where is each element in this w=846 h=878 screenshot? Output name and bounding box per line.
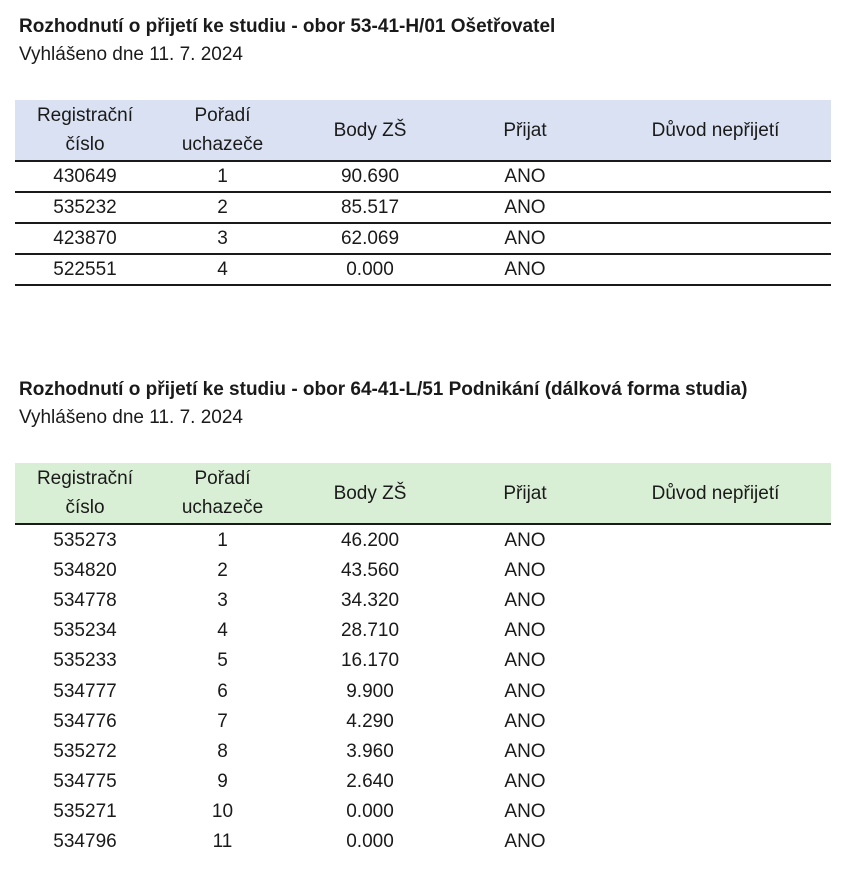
column-header-order-line2: uchazeče — [181, 497, 264, 518]
accepted: ANO — [504, 831, 546, 853]
points: 16.170 — [340, 650, 400, 672]
accepted: ANO — [450, 254, 600, 285]
rejection-reason — [600, 161, 831, 192]
column-header-order-line1: Pořadí — [194, 468, 251, 489]
rejection-reason — [600, 616, 831, 646]
rejection-reason — [600, 827, 831, 857]
column-header-registration — [15, 463, 155, 524]
column-header-reason: Důvod nepřijetí — [600, 100, 831, 161]
table-row — [15, 706, 831, 736]
applicant-order: 3 — [217, 589, 228, 611]
rejection-reason — [600, 192, 831, 223]
registration-number: 534775 — [53, 771, 117, 793]
column-header-reason: Důvod nepřijetí — [600, 463, 831, 524]
registration-number: 535234 — [53, 620, 117, 642]
column-header-registration-line2: číslo — [65, 497, 105, 518]
announcement-date: Vyhlášeno dne 11. 7. 2024 — [19, 44, 243, 65]
accepted: ANO — [504, 650, 546, 672]
table-row — [15, 555, 831, 585]
table-row — [15, 223, 831, 254]
applicant-order: 11 — [212, 831, 233, 853]
points: 34.320 — [340, 589, 400, 611]
registration-number: 534778 — [53, 589, 117, 611]
accepted: ANO — [504, 559, 546, 581]
section-title: Rozhodnutí o přijetí ke studiu - obor 64-41-L/51 Podnikání (dálková forma studia) — [19, 379, 748, 400]
rejection-reason — [600, 223, 831, 254]
registration-number: 534777 — [53, 680, 117, 702]
registration-number: 535233 — [53, 650, 117, 672]
points: 3.960 — [346, 740, 394, 762]
accepted: ANO — [504, 801, 546, 823]
points: 90.690 — [290, 161, 450, 192]
accepted: ANO — [504, 680, 546, 702]
table-row — [15, 616, 831, 646]
points: 2.640 — [346, 771, 394, 793]
table-row — [15, 827, 831, 857]
rejection-reason — [600, 797, 831, 827]
applicant-order: 1 — [217, 529, 228, 551]
accepted: ANO — [504, 529, 546, 551]
table-row — [15, 736, 831, 766]
column-header-accepted: Přijat — [450, 463, 600, 524]
points: 85.517 — [290, 192, 450, 223]
points: 28.710 — [340, 620, 400, 642]
table-row — [15, 767, 831, 797]
applicant-order: 5 — [217, 650, 228, 672]
applicant-order: 6 — [217, 680, 228, 702]
table-header-row — [15, 100, 831, 161]
table-row — [15, 676, 831, 706]
rejection-reason — [600, 767, 831, 797]
applicant-order: 4 — [155, 254, 290, 285]
registration-number: 535271 — [53, 801, 117, 823]
table-row — [15, 797, 831, 827]
table-row — [15, 192, 831, 223]
accepted: ANO — [504, 620, 546, 642]
registration-number: 522551 — [15, 254, 155, 285]
rejection-reason — [600, 555, 831, 585]
points: 0.000 — [346, 801, 394, 823]
rejection-reason — [600, 254, 831, 285]
column-header-registration-line1: Registrační — [36, 105, 134, 126]
applicant-order: 2 — [155, 192, 290, 223]
column-header-accepted: Přijat — [450, 100, 600, 161]
applicant-order: 1 — [155, 161, 290, 192]
rejection-reason — [600, 646, 831, 676]
rejection-reason — [600, 736, 831, 766]
results-table — [15, 463, 831, 857]
applicant-order: 3 — [155, 223, 290, 254]
announcement-date: Vyhlášeno dne 11. 7. 2024 — [19, 407, 243, 428]
accepted: ANO — [504, 589, 546, 611]
column-header-order-line1: Pořadí — [194, 105, 251, 126]
points: 9.900 — [346, 680, 394, 702]
applicant-order: 2 — [217, 559, 228, 581]
table-row — [15, 646, 831, 676]
rejection-reason — [600, 706, 831, 736]
accepted: ANO — [504, 710, 546, 732]
column-header-order-line2: uchazeče — [181, 134, 264, 155]
rejection-reason — [600, 585, 831, 615]
accepted: ANO — [450, 161, 600, 192]
registration-number: 534776 — [53, 710, 117, 732]
table-header-row — [15, 463, 831, 524]
column-header-registration-line2: číslo — [65, 134, 105, 155]
table-row — [15, 161, 831, 192]
registration-number: 534796 — [53, 831, 117, 853]
applicant-order: 4 — [217, 620, 228, 642]
column-header-registration-line1: Registrační — [36, 468, 134, 489]
registration-number: 535232 — [15, 192, 155, 223]
column-header-points: Body ZŠ — [290, 463, 450, 524]
column-header-order — [155, 100, 290, 161]
points: 43.560 — [340, 559, 400, 581]
applicant-order: 9 — [217, 771, 228, 793]
points: 0.000 — [346, 831, 394, 853]
points: 4.290 — [346, 710, 394, 732]
registration-number: 430649 — [15, 161, 155, 192]
column-header-points: Body ZŠ — [290, 100, 450, 161]
registration-number: 535273 — [53, 529, 117, 551]
admission-section-osetrovatel — [15, 14, 831, 286]
applicant-order: 10 — [211, 801, 234, 823]
points: 46.200 — [340, 529, 400, 551]
table-row — [15, 524, 831, 555]
column-header-order — [155, 463, 290, 524]
rejection-reason — [600, 524, 831, 555]
results-table — [15, 100, 831, 286]
table-row — [15, 585, 831, 615]
accepted: ANO — [450, 223, 600, 254]
column-header-registration — [15, 100, 155, 161]
points: 62.069 — [290, 223, 450, 254]
applicant-order: 8 — [217, 740, 228, 762]
accepted: ANO — [504, 740, 546, 762]
registration-number: 423870 — [15, 223, 155, 254]
accepted: ANO — [450, 192, 600, 223]
rejection-reason — [600, 676, 831, 706]
section-title: Rozhodnutí o přijetí ke studiu - obor 53-41-H/01 Ošetřovatel — [19, 16, 556, 37]
table-row — [15, 254, 831, 285]
registration-number: 534820 — [53, 559, 117, 581]
applicant-order: 7 — [217, 710, 228, 732]
registration-number: 535272 — [53, 740, 117, 762]
points: 0.000 — [290, 254, 450, 285]
accepted: ANO — [504, 771, 546, 793]
admission-section-podnikani — [15, 377, 831, 857]
